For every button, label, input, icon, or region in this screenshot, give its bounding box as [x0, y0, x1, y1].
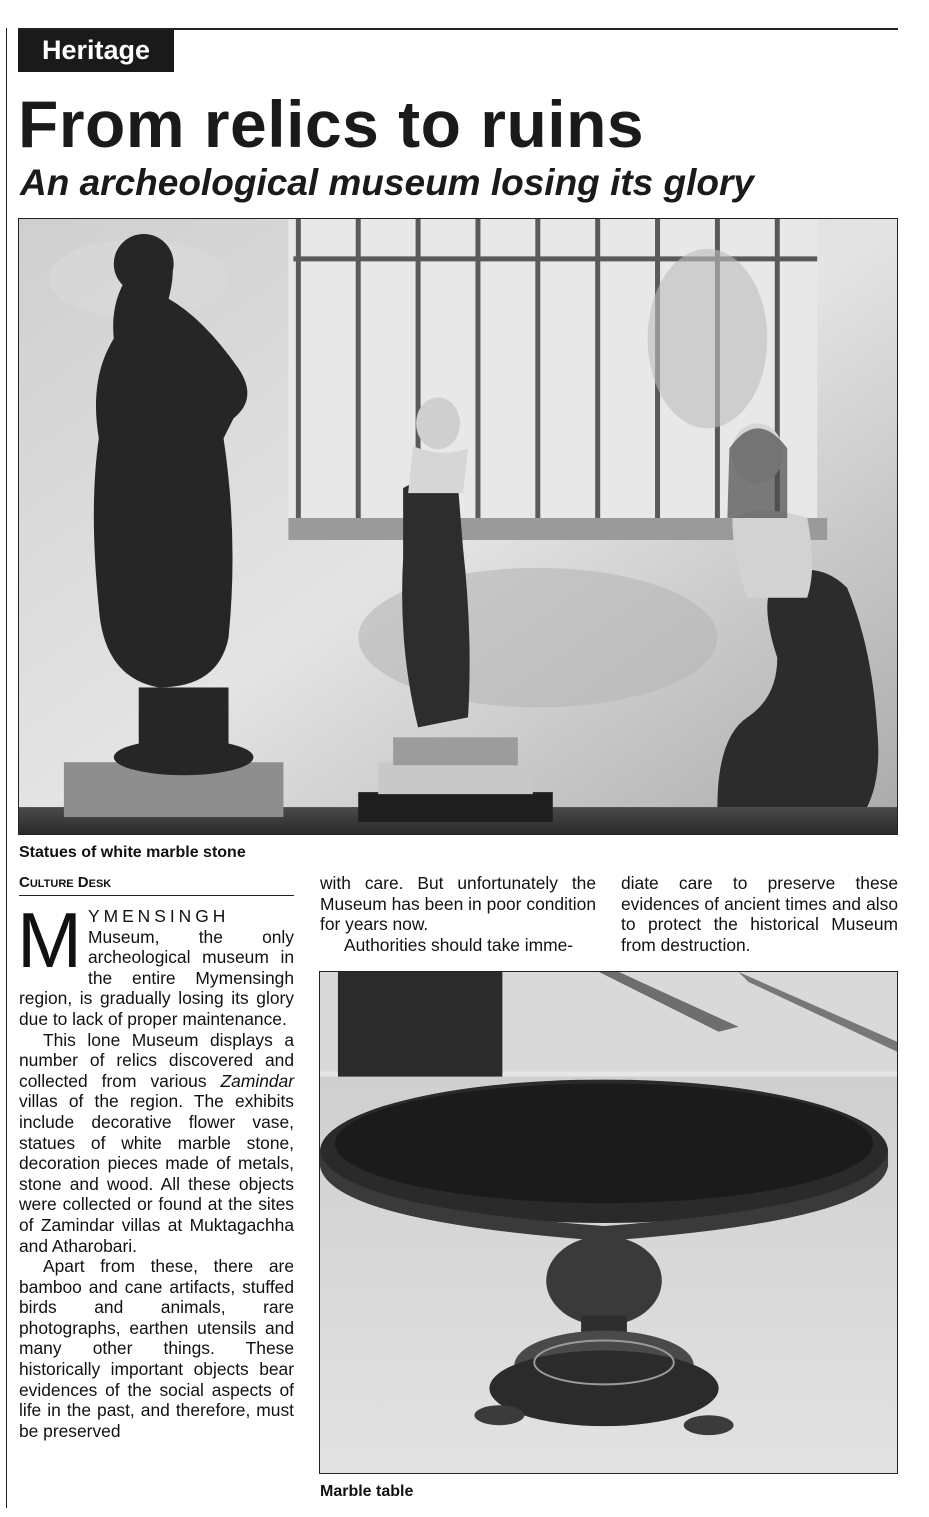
article-column-3 [621, 873, 898, 955]
paragraph-2-text-end: villas of the region. The exhibits include decorative flower vase, statues of white marble stone, decoration pieces made of metals, stone and wood. All these objects were collected or found at the sites of Zamindar villas at Muktagachha and Atharobari. [19, 1091, 294, 1256]
article-column-1 [17, 896, 294, 1441]
section-label: Heritage [18, 30, 174, 72]
drop-cap: M [17, 896, 82, 984]
statues-photo [18, 218, 898, 835]
paragraph-4-continued: diate care to preserve these evidences of ancient times and also to protect the historical Museum from destruction. [621, 873, 898, 955]
paragraph-2-text: This lone Museum displays a number of relics discovered and collected from various [19, 1029, 294, 1091]
photo-caption-statues: Statues of white marble stone [19, 844, 246, 861]
article-column-2 [320, 873, 596, 955]
paragraph-3: Apart from these, there are bamboo and cane artifacts, stuffed birds and animals, rare photographs, earthen utensils and many other things. These historically important objects bear evidences of the social aspects of life in the past, and therefore, must be preserved [19, 1256, 294, 1441]
headline: From relics to ruins [18, 87, 645, 161]
photo-caption-table: Marble table [320, 1483, 414, 1500]
subheadline: An archeological museum losing its glory [20, 162, 754, 203]
paragraph-1-text: Museum, the only archeological museum in the entire Mymensingh region, is gradually losing its glory due to lack of proper maintenance. [19, 926, 294, 1029]
marble-table-photo [319, 971, 898, 1474]
byline [19, 873, 294, 896]
drop-cap-word: YMENSINGH [87, 906, 230, 926]
paragraph-3-continued: with care. But unfortunately the Museum has been in poor condition for years now. [320, 873, 596, 935]
column-rule [6, 28, 7, 1508]
paragraph-2-italic: Zamindar [220, 1070, 294, 1091]
paragraph-4: Authorities should take imme- [344, 934, 574, 955]
byline-text: Culture Desk [19, 874, 112, 891]
